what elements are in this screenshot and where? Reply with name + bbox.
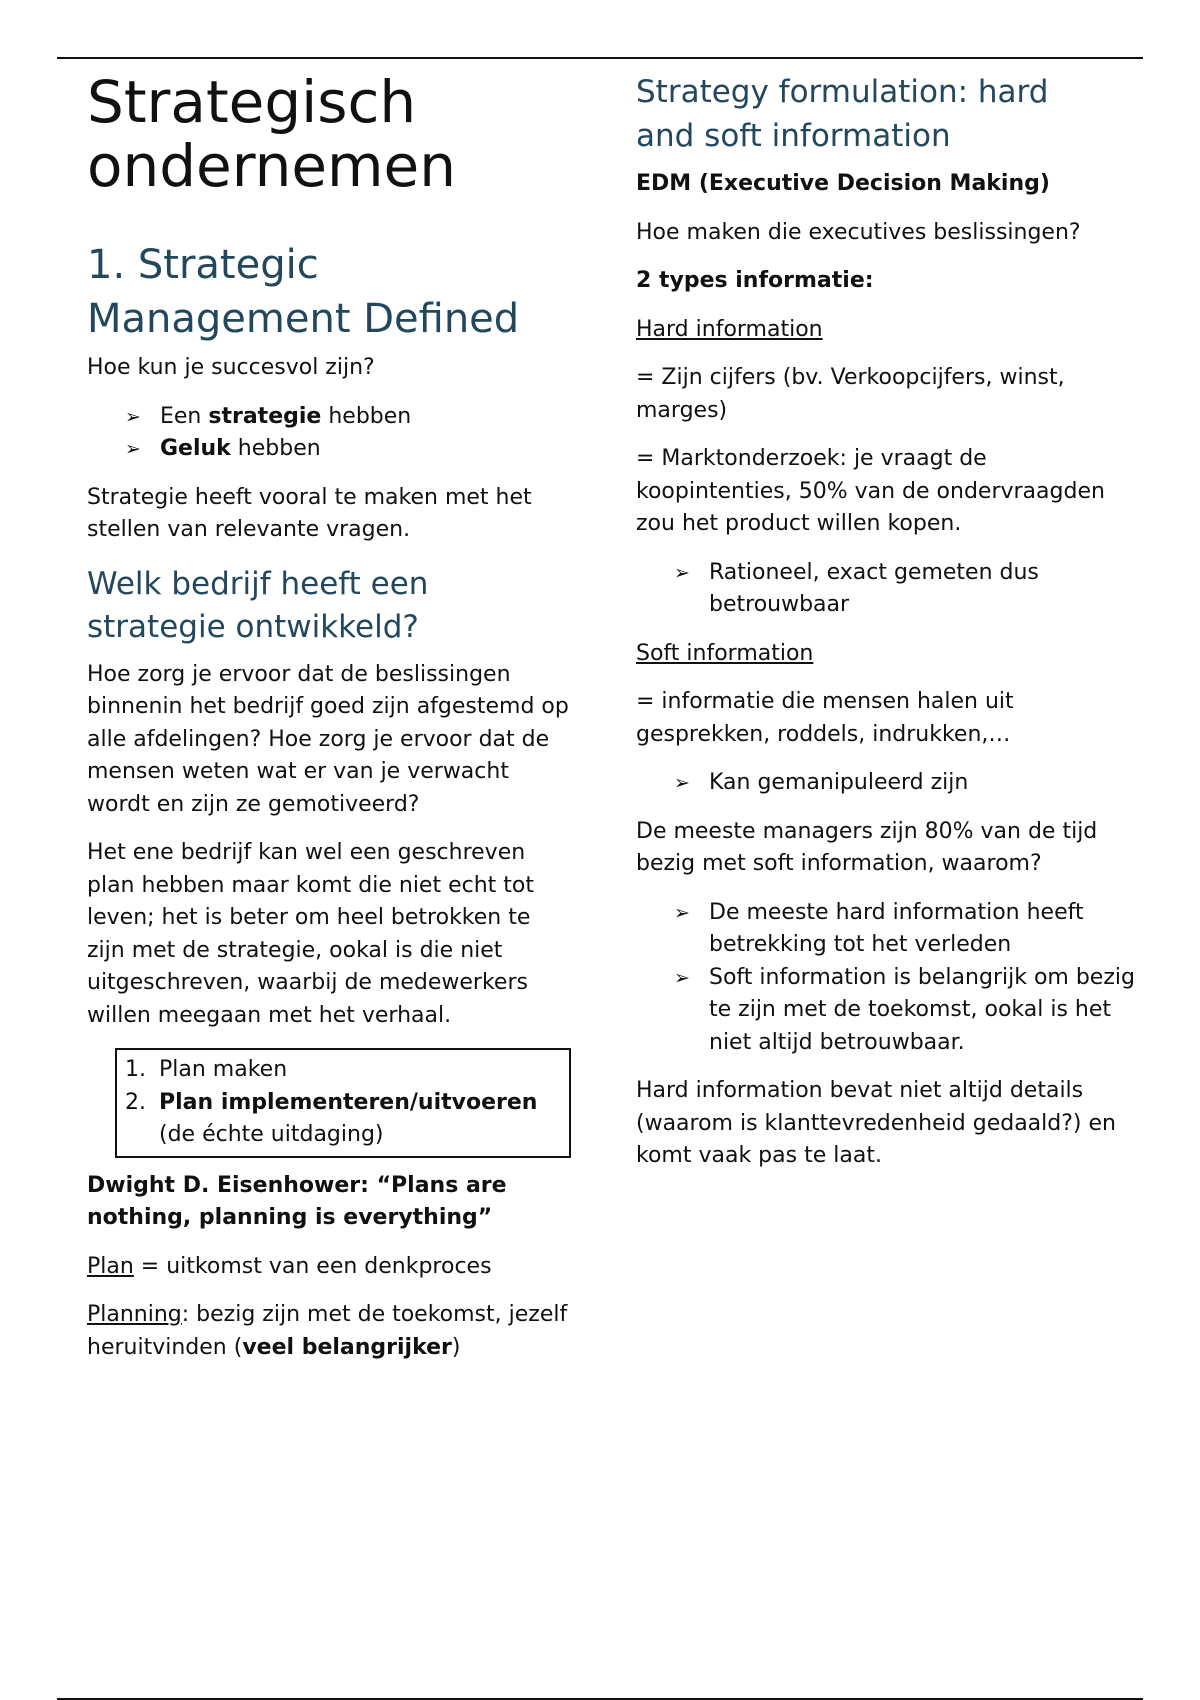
title-line-2: ondernemen <box>87 132 456 200</box>
step-text: (de échte uitdaging) <box>159 1122 384 1147</box>
strategy-paragraph: Strategie heeft vooral te maken met het stellen van relevante vragen. <box>87 484 532 542</box>
heading-line-2: and soft information <box>636 118 951 154</box>
bullet-text-pre: Een <box>160 403 209 429</box>
list-item <box>636 897 1136 962</box>
heading-line-2: strategie ontwikkeld? <box>87 608 419 645</box>
quote-text: Dwight D. Eisenhower: “Plans are nothing, planning is everything” <box>87 1172 507 1230</box>
types-text: 2 types informatie: <box>636 268 874 293</box>
heading-strategy-formulation <box>636 70 1136 158</box>
right-column <box>636 70 1136 1189</box>
hard-paragraph-2: = Marktonderzoek: je vraagt de koopintenties, 50% van de ondervraagden zou het product willen kopen. <box>636 446 1105 536</box>
list-item <box>87 433 575 466</box>
bullet-text-bold: strategie <box>208 403 322 429</box>
plan-steps-box <box>115 1048 571 1158</box>
planning-definition <box>87 1299 575 1364</box>
top-rule <box>57 57 1143 59</box>
step-number: 1. <box>125 1057 146 1082</box>
eisenhower-quote <box>87 1170 575 1235</box>
plan-definition <box>87 1251 575 1284</box>
edm-heading <box>636 168 1136 201</box>
bullet-text: Rationeel, exact gemeten dus betrouwbaar <box>709 559 1039 617</box>
plan-term: Plan <box>87 1253 134 1279</box>
list-item <box>117 1054 569 1087</box>
question-success: Hoe kun je succesvol zijn? <box>87 355 375 380</box>
bullet-text: Soft information is belangrijk om bezig te zijn met de toekomst, ookal is het niet altijd betrouwbaar. <box>709 964 1135 1055</box>
planning-end: ) <box>451 1334 461 1360</box>
success-bullet-list <box>87 401 575 466</box>
planning-def: : bezig zijn met de toekomst, jezelf heruitvinden ( <box>87 1302 568 1360</box>
heading-strategic-management <box>87 238 575 346</box>
step-text: Plan maken <box>159 1057 288 1082</box>
bullet-text: Kan gemanipuleerd zijn <box>709 770 969 795</box>
plan-def: = uitkomst van een denkproces <box>133 1253 492 1279</box>
document-title <box>87 70 575 198</box>
list-item <box>636 557 1136 622</box>
planning-bold: veel belangrijker <box>242 1334 452 1360</box>
heading-line-1: Strategy formulation: hard <box>636 74 1049 110</box>
why-bullet-list <box>636 897 1136 1060</box>
step-number: 2. <box>125 1089 146 1115</box>
final-paragraph: Hard information bevat niet altijd details (waarom is klanttevredenheid gedaald?) en komt vaak pas te laat. <box>636 1078 1116 1168</box>
soft-bullet-list <box>636 767 1136 800</box>
heading-welk-bedrijf <box>87 563 575 649</box>
soft-title-text: Soft information <box>636 640 814 666</box>
managers-paragraph: De meeste managers zijn 80% van de tijd bezig met soft information, waarom? <box>636 818 1098 876</box>
hard-paragraph-1: = Zijn cijfers (bv. Verkoopcijfers, winst, marges) <box>636 365 1065 423</box>
hard-title-text: Hard information <box>636 316 823 342</box>
bullet-text-bold: Geluk <box>160 436 231 461</box>
arrowhead-bullet-icon: ➢ <box>125 438 141 460</box>
arrowhead-bullet-icon: ➢ <box>674 772 690 794</box>
list-item <box>87 401 575 434</box>
bullet-text-post: hebben <box>321 403 412 429</box>
arrowhead-bullet-icon: ➢ <box>125 405 141 428</box>
decisions-paragraph: Hoe zorg je ervoor dat de beslissingen binnenin het bedrijf goed zijn afgestemd op alle afdelingen? Hoe zorg je ervoor dat de mensen weten wat er van je verwacht wordt en zijn ze gemotiveerd? <box>87 661 569 817</box>
plan-paragraph: Het ene bedrijf kan wel een geschreven plan hebben maar komt die niet echt tot leven; het is beter om heel betrokken te zijn met de strategie, ookal is die niet uitgeschreven, waarbij de medewerkers willen meegaan met het verhaal. <box>87 840 534 1028</box>
bullet-text-post: hebben <box>230 436 321 461</box>
title-line-1: Strategisch <box>87 68 417 136</box>
heading-line-1: Welk bedrijf heeft een <box>87 565 429 602</box>
hard-information-title <box>636 314 1136 347</box>
step-text-bold: Plan implementeren/uitvoeren <box>159 1089 538 1115</box>
hard-bullet-list <box>636 557 1136 622</box>
list-item <box>117 1087 569 1152</box>
soft-paragraph-1: = informatie die mensen halen uit gesprekken, roddels, indrukken,… <box>636 689 1014 747</box>
types-heading <box>636 265 1136 298</box>
question-executives: Hoe maken die executives beslissingen? <box>636 219 1081 245</box>
left-column <box>87 70 575 1380</box>
arrowhead-bullet-icon: ➢ <box>674 561 690 584</box>
plan-steps-list <box>117 1054 569 1152</box>
planning-term: Planning <box>87 1302 182 1327</box>
bullet-text: De meeste hard information heeft betrekking tot het verleden <box>709 899 1084 957</box>
arrowhead-bullet-icon: ➢ <box>674 901 690 924</box>
list-item <box>636 767 1136 800</box>
arrowhead-bullet-icon: ➢ <box>674 966 690 989</box>
list-item <box>636 962 1136 1060</box>
edm-text: EDM (Executive Decision Making) <box>636 171 1050 196</box>
heading-line-1: 1. Strategic <box>87 242 319 288</box>
soft-information-title <box>636 638 1136 671</box>
heading-line-2: Management Defined <box>87 296 520 342</box>
